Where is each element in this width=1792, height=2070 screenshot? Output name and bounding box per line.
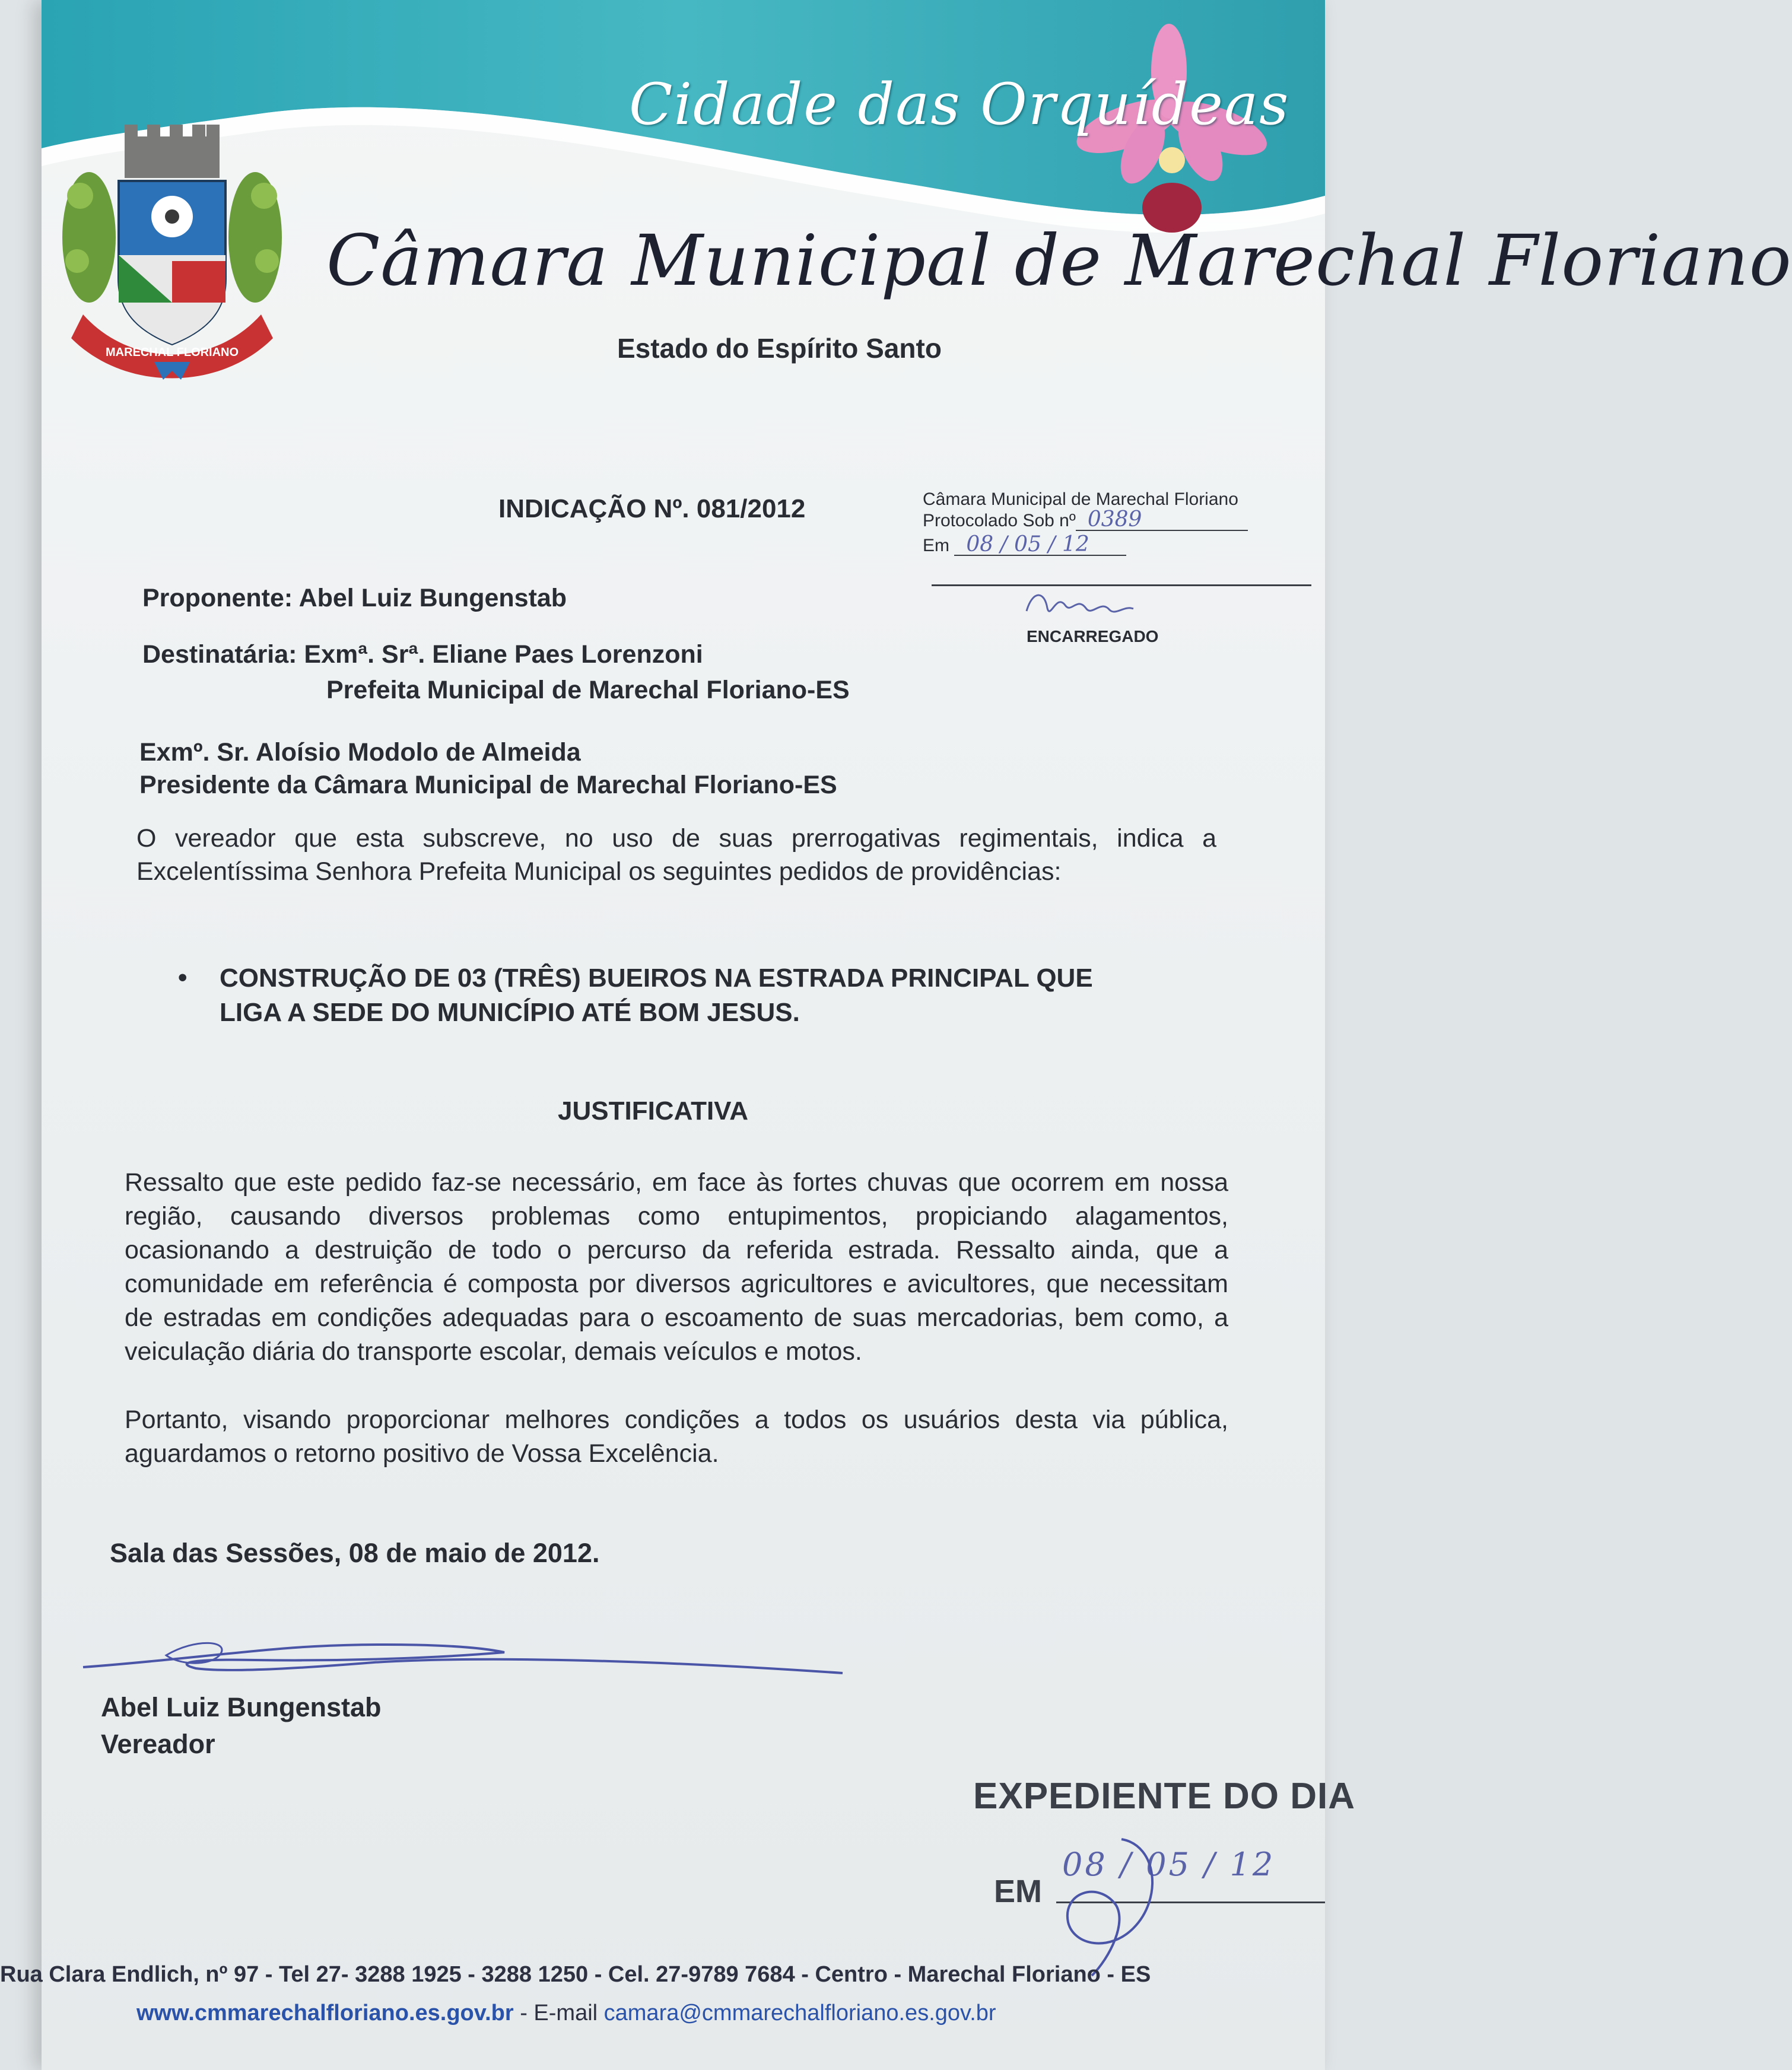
justificativa-paragraph: Ressalto que este pedido faz-se necessário, em face às fortes chuvas que ocorrem em nossa região, causando diversos problemas como entupimentos, propiciando alagamentos, ocasionando a destruição de todo o percurso da referida estrada. Ressalto ainda, que a comunidade em referência é composta por diversos agricultores e avicultores, que necessitam de estradas em condições adequadas para o escoamento de suas mercadorias, bem como, a veiculação diária do transporte escolar, demais veículos e motos. <box>125 1168 1228 1366</box>
intro-paragraph: O vereador que esta subscreve, no uso de suas prerrogativas regimentais, indica a Excelentíssima Senhora Prefeita Municipal os seguintes pedidos de providências: <box>136 824 1216 886</box>
footer-email-link[interactable]: camara@cmmarechalfloriano.es.gov.br <box>603 2001 996 2026</box>
request-item-line-2: LIGA A SEDE DO MUNICÍPIO ATÉ BOM JESUS. <box>220 998 800 1027</box>
crest-ribbon-text: MARECHAL FLORIANO <box>105 346 239 359</box>
bullet-marker: • <box>178 963 188 992</box>
closing-paragraph: Portanto, visando proporcionar melhores condições a todos os usuários desta via pública, aguardamos o retorno positivo de Vossa Excelência. <box>125 1406 1228 1468</box>
footer-website-link[interactable]: www.cmmarechalfloriano.es.gov.br <box>136 2001 514 2026</box>
request-item <box>220 961 1093 1030</box>
stamp-title: EXPEDIENTE DO DIA <box>973 1776 1355 1817</box>
header-title: Câmara Municipal de Marechal Floriano <box>326 220 1792 301</box>
request-item-line-1: CONSTRUÇÃO DE 03 (TRÊS) BUEIROS NA ESTRADA PRINCIPAL QUE <box>220 964 1093 993</box>
stamp-em-label: EM <box>994 1874 1042 1909</box>
indicacao-number: INDICAÇÃO Nº. 081/2012 <box>498 494 806 523</box>
signature-icon <box>77 1626 849 1685</box>
justificativa-heading: JUSTIFICATIVA <box>558 1096 749 1125</box>
president-name: Exmº. Sr. Aloísio Modolo de Almeida <box>139 738 581 767</box>
signer-name: Abel Luiz Bungenstab <box>101 1692 382 1722</box>
header-tagline: Cidade das Orquídeas <box>629 71 1290 138</box>
proponente: Proponente: Abel Luiz Bungenstab <box>142 584 567 612</box>
protocol-signer-label: ENCARREGADO <box>1027 627 1159 646</box>
footer-contact <box>136 1996 996 2030</box>
destinataria-name: Destinatária: Exmª. Srª. Eliane Paes Lorenzoni <box>142 640 703 669</box>
protocol-number-label: Protocolado Sob nº <box>923 511 1076 530</box>
protocol-block <box>923 489 1248 556</box>
protocol-signature-line <box>932 584 1311 586</box>
destinataria-role: Prefeita Municipal de Marechal Floriano-ES <box>326 676 850 704</box>
protocol-date-value: 08 / 05 / 12 <box>954 535 1126 556</box>
signer-role: Vereador <box>101 1729 215 1759</box>
president-role: Presidente da Câmara Municipal de Marechal Floriano-ES <box>139 771 837 799</box>
protocol-line-3 <box>923 532 1248 557</box>
stamp-date: 08 / 05 / 12 <box>1062 1846 1276 1883</box>
municipal-crest-icon <box>53 119 291 380</box>
protocol-signature-icon <box>1021 587 1139 623</box>
footer-address: Rua Clara Endlich, nº 97 - Tel 27- 3288 1925 - 3288 1250 - Cel. 27-9789 7684 - Centro - Marechal Floriano - ES <box>0 1962 1151 1987</box>
footer-email-label: - E-mail <box>513 2001 604 2026</box>
protocol-line-1: Câmara Municipal de Marechal Floriano <box>923 489 1238 509</box>
protocol-date-label: Em <box>923 536 949 555</box>
session-date: Sala das Sessões, 08 de maio de 2012. <box>110 1538 600 1568</box>
protocol-line-2 <box>923 507 1248 532</box>
header-state: Estado do Espírito Santo <box>617 333 942 364</box>
protocol-number-value: 0389 <box>1076 510 1248 531</box>
